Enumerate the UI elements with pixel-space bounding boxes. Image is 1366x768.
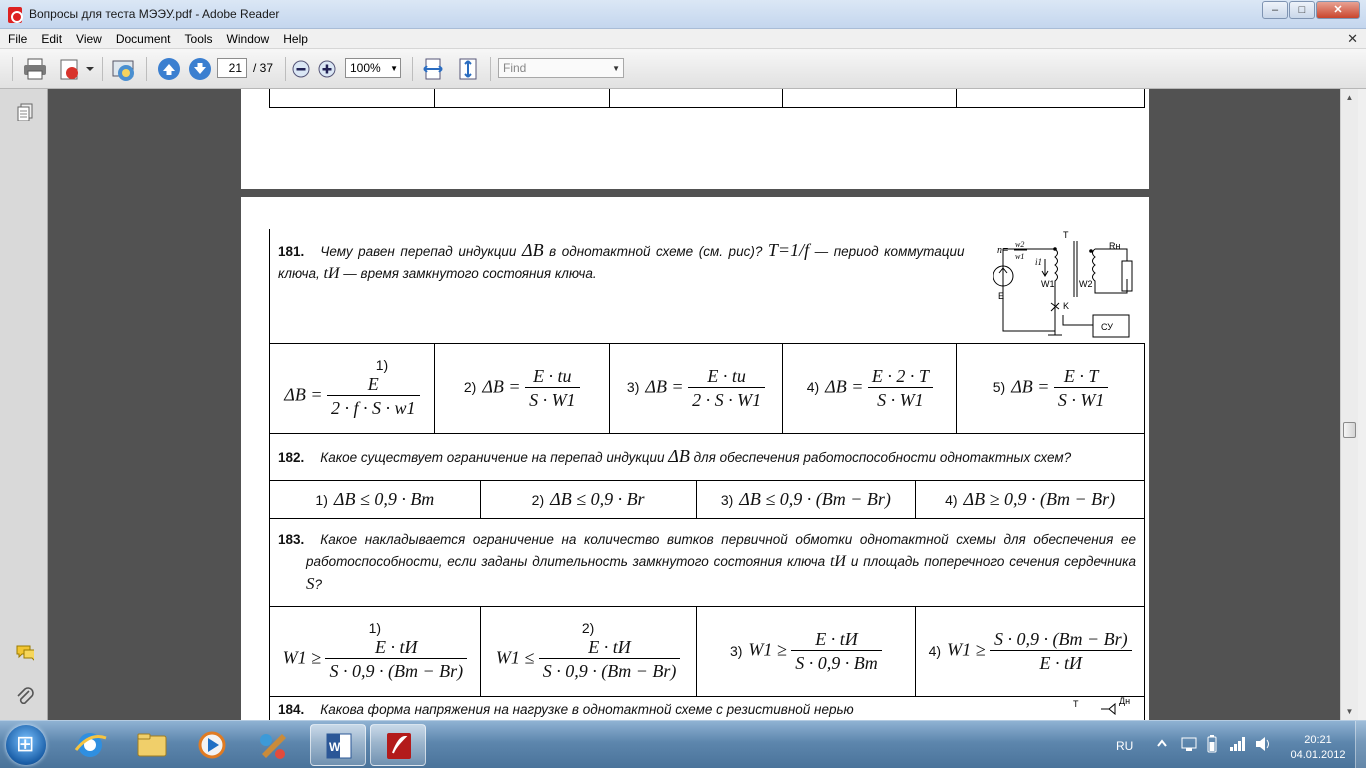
menu-document[interactable]: Document xyxy=(115,32,171,46)
document-viewport[interactable] xyxy=(48,89,1340,720)
maximize-button[interactable]: □ xyxy=(1289,1,1315,19)
answer-182-4: 4) ΔB ≥ 0,9 · (Bm − Br) xyxy=(916,481,1145,519)
menu-tools[interactable]: Tools xyxy=(184,32,213,46)
question-181-number: 181. xyxy=(278,244,305,259)
question-184-text: 184. Какова форма напряжения на нагрузке в однотактной схеме с резистивной нерью xyxy=(278,702,854,717)
fit-width-icon[interactable] xyxy=(421,57,445,81)
clock-date: 04.01.2012 xyxy=(1290,749,1346,761)
question-183-table xyxy=(269,518,1145,697)
network-icon[interactable] xyxy=(1228,735,1246,753)
share-icon[interactable] xyxy=(58,57,94,81)
scroll-down-icon[interactable]: ▼ xyxy=(1345,707,1354,716)
circuit-diagram-184 xyxy=(1071,695,1141,715)
word-icon xyxy=(311,725,367,767)
figure-label-W1: W1 xyxy=(1041,279,1055,289)
page-total: / 37 xyxy=(253,61,274,75)
toolbar xyxy=(0,49,1366,89)
menu-window[interactable]: Window xyxy=(226,32,270,46)
battery-icon[interactable] xyxy=(1206,734,1218,754)
comments-icon[interactable] xyxy=(16,644,34,662)
title-bar xyxy=(0,0,1366,29)
start-button[interactable] xyxy=(6,725,46,765)
toolbar-separator xyxy=(490,57,491,81)
answer-181-5: 5) ΔB = $\frac{E \cdot T}{S \cdot W1}$ xyxy=(957,343,1145,433)
figure-label-dn: Дн xyxy=(1119,696,1131,706)
question-181-text: 181. Чему равен перепад индукции ΔB в однотактной схеме (см. рис)? T=1/f — период коммутации ключа, tИ — время замкнутого состояния ключа. xyxy=(278,240,965,282)
chevron-down-icon: ▼ xyxy=(390,64,398,73)
answer-181-3: 3) ΔB = $\frac{E \cdot tи}{2 \cdot S \cdot W1}$ xyxy=(609,343,783,433)
menu-bar xyxy=(0,29,1366,49)
vertical-scrollbar[interactable] xyxy=(1340,89,1358,720)
show-desktop-button[interactable] xyxy=(1355,721,1366,768)
page-up-icon[interactable] xyxy=(157,57,181,81)
chevron-down-icon[interactable]: ▼ xyxy=(612,64,620,73)
question-182-table xyxy=(269,433,1145,519)
answer-183-3: 3) W1 ≥ $\frac{E \cdot tИ}{S \cdot 0,9 \cdot Bm}$ xyxy=(696,607,916,697)
toolbar-separator xyxy=(12,57,13,81)
figure-label-rn: Rн xyxy=(1109,241,1121,251)
window-right-edge xyxy=(1358,89,1366,720)
symbol-t-on: tИ xyxy=(323,265,340,282)
language-indicator[interactable]: RU xyxy=(1116,739,1134,753)
toolbar-separator xyxy=(412,57,413,81)
toolbar-separator xyxy=(285,57,286,81)
answer-183-1: 1) W1 ≥ $\frac{E \cdot tИ}{S \cdot 0,9 \cdot (Bm - Br)}$ xyxy=(270,607,481,697)
navigation-panel xyxy=(0,89,48,720)
answer-182-1: 1) ΔB ≤ 0,9 · Bm xyxy=(270,481,481,519)
zoom-select[interactable] xyxy=(345,58,401,78)
find-placeholder: Find xyxy=(503,61,527,75)
adobe-reader-app-icon xyxy=(8,7,22,23)
figure-label-w1: w1 xyxy=(1015,252,1025,261)
page-down-icon[interactable] xyxy=(188,57,212,81)
pages-icon[interactable] xyxy=(16,103,34,121)
email-icon[interactable] xyxy=(110,57,138,81)
zoom-in-icon[interactable] xyxy=(318,60,336,84)
zoom-out-icon[interactable] xyxy=(292,60,310,84)
figure-label-i1: i1 xyxy=(1035,257,1043,267)
toolbar-separator xyxy=(102,57,103,81)
question-182-text: 182. Какое существует ограничение на перепад индукции ΔB для обеспечения работоспособности однотактных схем? xyxy=(278,446,1072,466)
document-close-icon[interactable]: ✕ xyxy=(1347,31,1358,46)
prev-page-table xyxy=(269,89,1145,108)
menu-edit[interactable]: Edit xyxy=(41,32,63,46)
toolbar-separator xyxy=(146,57,147,81)
menu-file[interactable]: File xyxy=(8,32,28,46)
answer-183-2: 2) W1 ≤ $\frac{E \cdot tИ}{S \cdot 0,9 \cdot (Bm - Br)}$ xyxy=(480,607,696,697)
symbol-delta-b: ΔB xyxy=(522,240,544,260)
question-184 xyxy=(270,697,1145,721)
menu-help[interactable]: Help xyxy=(283,32,308,46)
page-number-input[interactable]: 21 xyxy=(217,58,247,78)
minimize-button[interactable]: – xyxy=(1262,1,1288,19)
menu-view[interactable]: View xyxy=(76,32,102,46)
circuit-diagram-181 xyxy=(993,231,1143,343)
question-182-number: 182. xyxy=(278,450,305,465)
clock-time: 20:21 xyxy=(1304,734,1332,746)
scrollbar-thumb[interactable] xyxy=(1343,422,1356,438)
taskbar xyxy=(0,720,1366,768)
question-183 xyxy=(270,519,1145,607)
question-183-text: 183. Какое накладывается ограничение на количество витков первичной обмотки однотактной схемы для обеспечения ее работоспособности, если заданы длительность замкнутого состояния ключа tИ и площадь поперечного сечения сердечника S? xyxy=(278,532,1136,593)
attachments-icon[interactable] xyxy=(16,686,34,704)
question-184-number: 184. xyxy=(278,702,305,717)
paint-icon[interactable] xyxy=(246,724,302,766)
scroll-up-icon[interactable]: ▲ xyxy=(1345,93,1354,102)
question-182 xyxy=(270,434,1145,481)
fit-page-icon[interactable] xyxy=(456,57,480,81)
figure-label-su: СУ xyxy=(1101,322,1113,332)
adobe-reader-icon xyxy=(371,725,427,767)
figure-label-t: T xyxy=(1073,699,1079,709)
zoom-value: 100% xyxy=(350,61,381,75)
find-input[interactable] xyxy=(498,58,624,78)
action-center-icon[interactable] xyxy=(1180,735,1198,753)
svg-text:W: W xyxy=(329,740,341,754)
figure-label-w2: w2 xyxy=(1015,240,1025,249)
answer-182-2: 2) ΔB ≤ 0,9 · Br xyxy=(480,481,696,519)
volume-icon[interactable] xyxy=(1254,735,1272,753)
explorer-icon[interactable] xyxy=(124,724,180,766)
answer-183-4: 4) W1 ≥ $\frac{S \cdot 0,9 \cdot (Bm - Br)}{E \cdot tИ}$ xyxy=(916,607,1145,697)
figure-label-t: T xyxy=(1063,231,1069,240)
print-icon[interactable] xyxy=(22,57,48,81)
answer-181-2: 2) ΔB = $\frac{E \cdot tи}{S \cdot W1}$ xyxy=(434,343,609,433)
figure-label-W2: W2 xyxy=(1079,279,1093,289)
figure-label-k: K xyxy=(1063,301,1070,311)
pdf-page-current xyxy=(241,197,1149,720)
adobe-reader-task-button[interactable] xyxy=(370,724,426,766)
show-hidden-icons-icon[interactable] xyxy=(1156,737,1168,749)
window-title: Вопросы для теста МЭЭУ.pdf - Adobe Reader xyxy=(29,7,280,21)
close-button[interactable]: ✕ xyxy=(1316,1,1360,19)
answer-181-1: 1) ΔB = $\frac{E}{2 \cdot f \cdot S \cdot w1}$ xyxy=(270,343,435,433)
ie-icon[interactable] xyxy=(62,724,118,766)
word-task-button[interactable] xyxy=(310,724,366,766)
clock[interactable] xyxy=(1288,733,1348,763)
figure-label-n: n= xyxy=(997,245,1009,256)
pdf-page-previous xyxy=(241,89,1149,189)
question-184-table xyxy=(269,696,1145,720)
answer-181-4: 4) ΔB = $\frac{E \cdot 2 \cdot T}{S \cdot W1}$ xyxy=(783,343,957,433)
media-player-icon[interactable] xyxy=(184,724,240,766)
figure-label-e: E xyxy=(998,291,1005,301)
answer-182-3: 3) ΔB ≤ 0,9 · (Bm − Br) xyxy=(696,481,916,519)
symbol-period: T=1/f xyxy=(767,240,810,260)
question-183-number: 183. xyxy=(278,532,305,547)
